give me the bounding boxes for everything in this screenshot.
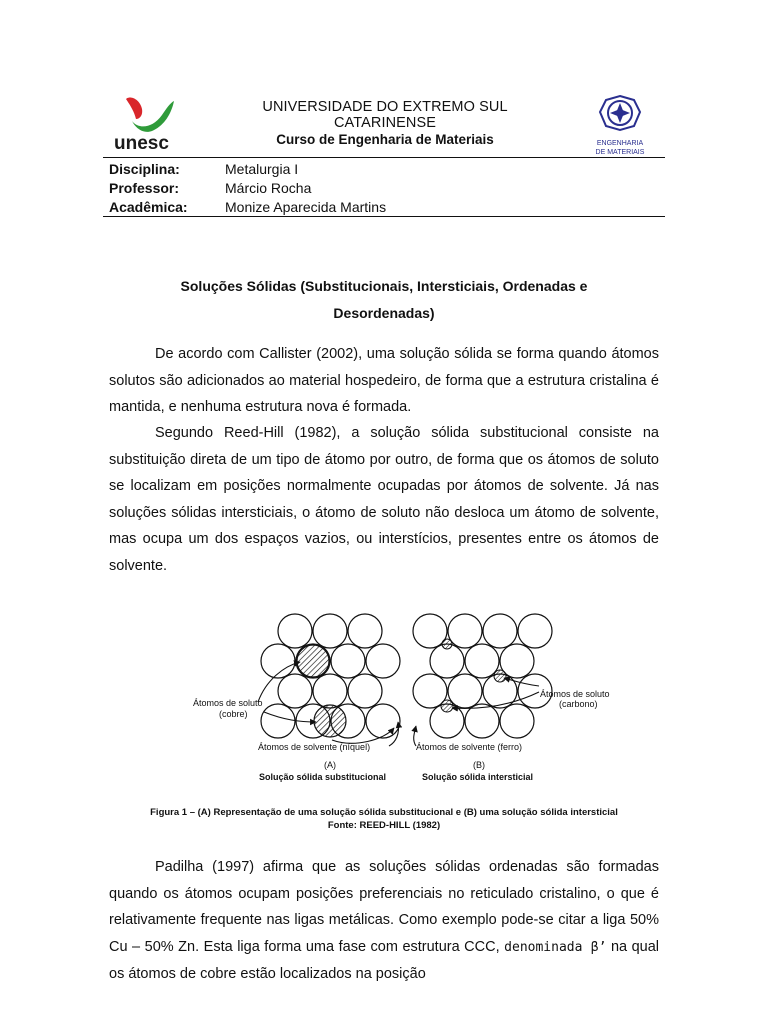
logo-text-line1: ENGENHARIA: [596, 140, 644, 147]
solute-label-a: Átomos de soluto: [193, 698, 263, 708]
solvent-label-a: Átomos de solvente (níquel): [258, 742, 371, 752]
unesc-logo: [112, 95, 178, 153]
solute-sublabel-a: (cobre): [219, 709, 248, 719]
figure-name-a: Solução sólida substitucional: [259, 772, 387, 782]
figure-label-b: (B): [473, 760, 485, 770]
header-rule-top: [103, 157, 665, 158]
figure-source: Fonte: REED-HILL (1982): [327, 820, 441, 831]
unesc-logo-text: unesc: [114, 133, 169, 153]
engenharia-materiais-logo: [584, 94, 656, 158]
solute-atom-carbon: [441, 700, 453, 712]
solute-atom-carbon: [442, 639, 452, 649]
solid-solution-figure: [184, 600, 634, 790]
info-label: Professor:: [109, 180, 180, 196]
header-rule-bottom: [103, 216, 665, 217]
info-value: Márcio Rocha: [225, 180, 312, 196]
info-label: Acadêmica:: [109, 199, 188, 215]
info-value: Monize Aparecida Martins: [225, 199, 387, 215]
figure-caption: Figura 1 – (A) Representação de uma solução sólida substitucional e (B) uma solução sólida intersticial: [150, 807, 618, 818]
paragraph-3: [109, 854, 659, 988]
paragraph-2: Segundo Reed-Hill (1982), a solução sólida substitucional consiste na substituição direta de um tipo de átomo por outro, de forma que os átomos de soluto se localizam em posições normalmente ocupadas por átomos de solvente. Já nas soluções sólidas intersticiais, o átomo de soluto não desloca um átomo de solvente, mas ocupa um dos espaços vazios, ou interstícios, presentes entre os átomos de solvente.: [109, 425, 659, 574]
solute-atom-copper: [314, 705, 346, 737]
university-name: UNIVERSIDADE DO EXTREMO SUL CATARINENSE: [262, 99, 508, 131]
solute-atom-carbon: [494, 670, 506, 682]
solvent-label-b: Átomos de solvente (ferro): [416, 742, 523, 752]
paragraph-3-phase: denominada β’: [504, 939, 607, 955]
paragraph-3-text: Padilha (1997) afirma que as soluções sólidas ordenadas são formadas quando os átomos ocupam posições preferenciais no reticulado cristalino, o que é relativamente frequente nas ligas metálicas. Como exemplo pode-se citar a liga 50% Cu – 50% Zn. Esta liga forma uma fase com estrutura CCC,: [109, 859, 659, 955]
solute-label-b: Átomos de soluto: [540, 689, 610, 699]
paragraph-3-tail: na qual os átomos de cobre estão localizados na posição: [109, 938, 660, 982]
logo-text-line2: DE MATERIAIS: [595, 149, 645, 156]
paragraph-1: De acordo com Callister (2002), uma solução sólida se forma quando átomos solutos são adicionados ao material hospedeiro, de forma que a estrutura cristalina é mantida, e nenhuma estrutura nova é formada.: [109, 346, 659, 415]
section-title-line1: Soluções Sólidas (Substitucionais, Intersticiais, Ordenadas e: [180, 278, 588, 294]
figure-label-a: (A): [324, 760, 336, 770]
solute-sublabel-b: (carbono): [559, 699, 598, 709]
lattice-b: [413, 614, 552, 738]
solute-atom-copper: [297, 645, 329, 677]
info-value: Metalurgia I: [225, 161, 299, 177]
course-name: Curso de Engenharia de Materiais: [276, 132, 494, 147]
info-label: Disciplina:: [109, 161, 180, 177]
section-title-line2: Desordenadas): [333, 305, 435, 321]
figure-name-b: Solução sólida intersticial: [422, 772, 534, 782]
